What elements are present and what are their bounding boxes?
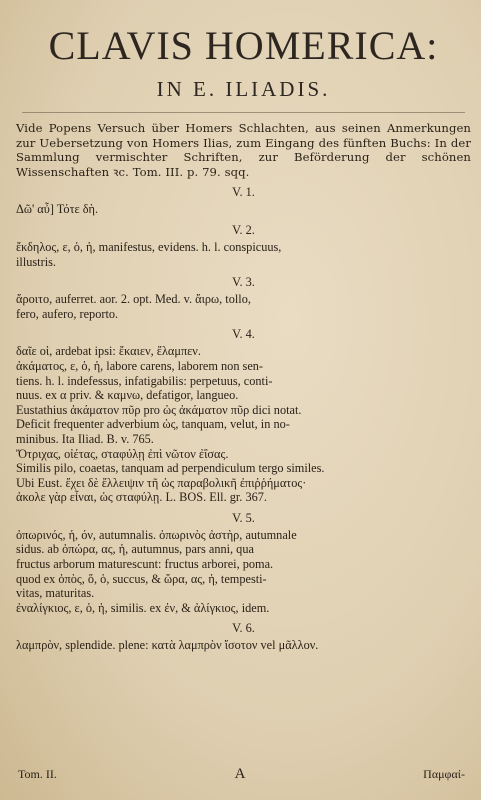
signature-volume: Tom. II. bbox=[18, 767, 57, 781]
intro-paragraph: Vide Popens Versuch über Homers Schlachten, aus seinen Anmerkungen zur Uebersetzung von Homers Ilias, zum Eingang des fünften Buchs: In der Sammlung vermischter Schriften, zur Beförderung der schönen Wissenschaften ꝛc. Tom. III. p. 79. sqq. bbox=[16, 121, 471, 179]
verse-heading: V. 6. bbox=[232, 621, 255, 636]
commentary-line: minibus. Ita Iliad. B. v. 765. bbox=[16, 431, 154, 446]
commentary-line: Ubi Eust. ἔχει δὲ ἔλλειψιν τῆ ὡς παραβολικῆ ἐπιῤῥήματος· bbox=[16, 475, 307, 490]
commentary-line: fero, aufero, reporto. bbox=[16, 306, 119, 321]
commentary-line: Deficit frequenter adverbium ὡς, tanquam, velut, in no- bbox=[16, 417, 290, 432]
divider bbox=[22, 112, 465, 113]
catchword: Παμφαί- bbox=[423, 767, 465, 781]
commentary-line: fructus arborum maturescunt: fructus arborei, poma. bbox=[16, 557, 274, 572]
commentary-line: Similis pilo, coaetas, tanquam ad perpendiculum tergo similes. bbox=[16, 461, 325, 476]
commentary-line: illustris. bbox=[16, 254, 56, 269]
commentary-line: ἐναλίγκιος, ε, ὁ, ἡ, similis. ex ἐν, & ἀλίγκιος, idem. bbox=[16, 600, 270, 615]
commentary-line: ἄροιτο, auferret. aor. 2. opt. Med. v. ἄιρω, tollo, bbox=[16, 292, 251, 307]
verse-heading: V. 4. bbox=[232, 327, 255, 342]
commentary-line: Δῶ' αὖ] Τότε δὴ. bbox=[16, 202, 99, 217]
commentary-line: λαμπρὸν, splendide. plene: κατὰ λαμπρὸν ἴσοτον vel μᾶλλον. bbox=[16, 638, 319, 653]
commentary-line: tiens. h. l. indefessus, infatigabilis: perpetuus, conti- bbox=[16, 373, 273, 388]
commentary-line: nuus. ex α priv. & καμνω, defatigor, langueo. bbox=[16, 388, 239, 403]
page-title: CLAVIS HOMERICA: bbox=[48, 23, 439, 68]
commentary-line: quod ex ὀπὸς, ὅ, ὁ, succus, & ὥρα, ας, ἡ, tempesti- bbox=[16, 571, 267, 586]
commentary-line: Eustathius ἀκάματον πῦρ pro ὡς ἀκάματον πῦρ dici notat. bbox=[16, 402, 302, 417]
commentary-line: ὀπωρινός, ἡ, όν, autumnalis. ὀπωρινὸς ἀστὴρ, autumnale bbox=[16, 527, 297, 542]
verse-heading: V. 1. bbox=[232, 185, 255, 200]
verse-heading: V. 5. bbox=[232, 510, 255, 525]
signature-mark: A bbox=[234, 766, 246, 782]
commentary-line: δαῖε οἱ, ardebat ipsi: ἔκαιεν, ἔλαμπεν. bbox=[16, 344, 201, 359]
commentary-body bbox=[16, 185, 471, 653]
commentary-line: sidus. ab ὀπώρα, ας, ἡ, autumnus, pars anni, qua bbox=[16, 542, 254, 557]
commentary-line: ἀκολε γὰρ εἶναι, ὡς σταφύλῃ. L. BOS. Ell. gr. 367. bbox=[16, 490, 267, 505]
commentary-line: vitas, maturitas. bbox=[16, 586, 95, 601]
page-subtitle: IN E. ILIADIS. bbox=[156, 77, 331, 101]
commentary-line: ἀκάματος, ε, ὁ, ἡ, labore carens, laborem non sen- bbox=[16, 358, 264, 373]
commentary-line: Ὄτριχας, οἰέτας, σταφύλῃ ἐπὶ νῶτον ἐΐσας. bbox=[16, 446, 229, 461]
page-footer bbox=[18, 766, 465, 783]
verse-heading: V. 2. bbox=[232, 222, 255, 237]
verse-heading: V. 3. bbox=[232, 275, 255, 290]
commentary-line: ἔκδηλος, ε, ὁ, ἡ, manifestus, evidens. h. l. conspicuus, bbox=[16, 239, 282, 254]
